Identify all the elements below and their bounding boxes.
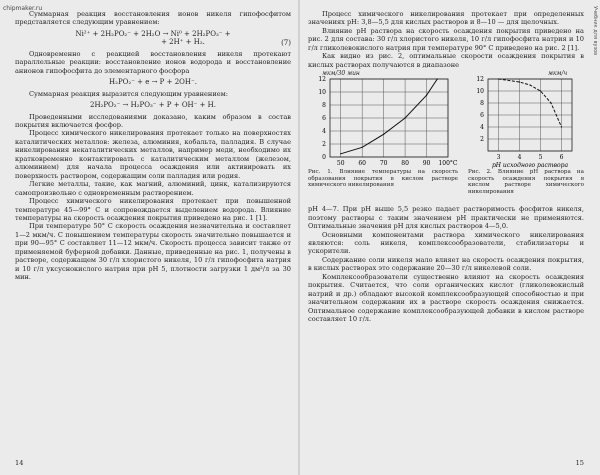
x-tick-label: 3 xyxy=(496,154,501,162)
x-tick-label: 50 xyxy=(336,160,345,168)
x-tick-label: 80 xyxy=(401,160,409,168)
equation: H₂PO₂⁻ + e → P + 2OH⁻. xyxy=(109,78,197,87)
paragraph: Проведенными исследованиями доказано, каким образом в состав покрытия включается фосфор. xyxy=(15,112,291,129)
data-point xyxy=(561,127,562,128)
data-point xyxy=(498,79,499,80)
paragraph: Содержание соли никеля мало влияет на скорость осаждения покрытия, в кислых растворах это содержание 20—30 г/л никелевой соли. xyxy=(308,255,584,273)
y-tick-label: 4 xyxy=(480,124,484,132)
x-tick-label: 60 xyxy=(358,160,367,168)
fig2-caption: Рис. 2. Влияние pH раствора на скорость осаждения покрытия в кислом растворе химического никелирования xyxy=(468,169,584,195)
data-point xyxy=(540,91,541,92)
figures xyxy=(308,71,584,201)
y-tick-label: 2 xyxy=(322,141,326,149)
data-point xyxy=(426,95,427,96)
left-page xyxy=(15,10,291,469)
x-tick-label: 90 xyxy=(422,160,431,168)
paragraph: Одновременно с реакцией восстановления никеля протекают параллельные реакции: восстановление ионов водорода и восстановление анионов гипофосфита до элементарного фосфора xyxy=(15,49,291,75)
side-watermark: Учебник для вузов xyxy=(592,6,598,56)
data-point xyxy=(362,147,363,148)
data-point xyxy=(437,79,438,80)
figure-2 xyxy=(468,70,584,195)
y-tick-label: 10 xyxy=(476,88,484,96)
series-line xyxy=(341,79,438,154)
paragraph: Суммарная реакция выразится следующим уравнением: xyxy=(29,89,228,98)
paragraph: Процесс химического никелирования протекает при определенных значениях pH: 3,8—5,5 для кислых растворов и 8—10 — для щелочных. xyxy=(308,10,584,27)
right-page xyxy=(308,10,584,469)
paragraph: Суммарная реакция восстановления ионов никеля гипофосфитом представляется следующим уравнением: xyxy=(15,10,291,27)
x-tick-label: 100°C xyxy=(438,160,458,168)
x-tick-label: 70 xyxy=(379,160,388,168)
paragraph: pH 4—7. При pH выше 5,5 резко падает растворимость фосфитов никеля, поэтому растворы с таким значением pH практически не применяются. Оптимальные значения pH для кислых растворов 4—5,0. xyxy=(308,205,584,231)
equation-7 xyxy=(15,30,291,47)
x-tick-label: 6 xyxy=(559,154,564,162)
data-point xyxy=(519,82,520,83)
y-tick-label: 10 xyxy=(318,89,326,97)
paragraph: Комплексообразователи существенно влияют на скорость осаждения покрытия. Считается, что соли органических кислот (гликолевокислый натрий и др.) обладают высокой комплексообразующей способностью и при значительном содержании их в растворе скорость осаждения снижается. Оптимальное содержание комплексообразующей добавки в кислом растворе составляет 10 г/л. xyxy=(308,272,584,324)
y-tick-label: 8 xyxy=(480,100,484,108)
data-point xyxy=(550,103,551,104)
equation: 2H₂PO₂⁻ → H₂PO₃⁻ + P + OH⁻ + H. xyxy=(89,101,216,110)
paragraph: Процесс химического никелирования протекает только на поверхностях каталитических металлов: железа, алюминия, кобальта, палладия. В случае никелирования некаталитических металлов, например меди, необходимо их кратковременно контактировать с каталитическим металлом (железом, алюминием) для начала процесса осаждения или активировать их поверхность раствором, содержащим соли палладия или родия. xyxy=(15,129,291,180)
y-tick-label: 2 xyxy=(480,136,484,144)
y-tick-label: 8 xyxy=(322,102,326,110)
paragraph: Как видно из рис. 2, оптимальные скорости осаждения покрытия в кислых растворах получаются в диапазоне xyxy=(308,52,584,69)
fig1-y-title: мкм/30 мин xyxy=(322,70,360,78)
book-gutter xyxy=(298,0,300,475)
y-tick-label: 6 xyxy=(322,115,326,123)
fig2-x-title: pH исходного раствора xyxy=(491,162,569,170)
x-tick-label: 4 xyxy=(517,154,522,162)
data-point xyxy=(340,153,341,154)
y-tick-label: 12 xyxy=(318,76,326,84)
data-point xyxy=(404,118,405,119)
figure-1 xyxy=(308,70,458,189)
y-tick-label: 0 xyxy=(322,154,326,162)
data-point xyxy=(383,134,384,135)
fig1-caption: Рис. 1. Влияние температуры на скорость образования покрытия в кислом растворе химического никелирования xyxy=(308,169,458,189)
paragraph: При температуре 50° С скорость осаждения незначительна и составляет 1—2 мкм/ч. С повышением температуры скорость значительно повышается и при 90—95° С составляет 11—12 мкм/ч. Скорость процесса зависит также от применяемой буферной добавки. Данные, приведенные на рис. 1, получены в растворе, содержащем 30 г/л хлористого никеля, 10 г/л гипофосфита натрия и 10 г/л уксуснокислого натрия при pH 5, плотности загрузки 1 дм²/л за 30 мин. xyxy=(15,222,291,282)
x-tick-label: 5 xyxy=(538,154,543,162)
equation-line: + 2H⁺ + H₂. xyxy=(161,38,205,47)
page-number: 15 xyxy=(575,458,584,467)
equation-line: Ni²⁺ + 2H₂PO₂⁻ + 2H₂O → Ni⁰ + 2H₂PO₃⁻ + xyxy=(75,29,231,38)
watermark: chipmaker.ru xyxy=(3,5,43,12)
y-tick-label: 4 xyxy=(322,128,326,136)
paragraph: Влияние pH раствора на скорость осаждения покрытия приведено на рис. 2 для состава: 30 г/л хлористого никеля, 10 г/л гипофосфита натрия и 10 г/л гликолевокислого натрия при температуре 90° С приведено на рис. 2 [1]. xyxy=(308,26,584,52)
y-tick-label: 6 xyxy=(480,112,484,120)
paragraph: Легкие металлы, такие, как магний, алюминий, цинк, катализируются самопроизвольно с одновременным растворением. xyxy=(15,180,291,197)
paragraph: Процесс химического никелирования протекает при повышенной температуре 45—99° С и сопровождается выделением водорода. Влияние температуры на скорость осаждения покрытия приведено на рис. 1 [1]. xyxy=(15,197,291,222)
fig1-chart xyxy=(308,71,458,169)
data-point xyxy=(529,85,530,86)
paragraph: Основными компонентами раствора химического никелирования являются: соль никеля, комплексообразователи, стабилизаторы и ускорители. xyxy=(308,230,584,256)
y-tick-label: 12 xyxy=(476,76,484,84)
fig2-y-title: мкм/ч xyxy=(548,70,568,78)
equation-number: (7) xyxy=(281,38,291,47)
page-number: 14 xyxy=(15,458,24,467)
fig2-chart xyxy=(468,71,584,169)
